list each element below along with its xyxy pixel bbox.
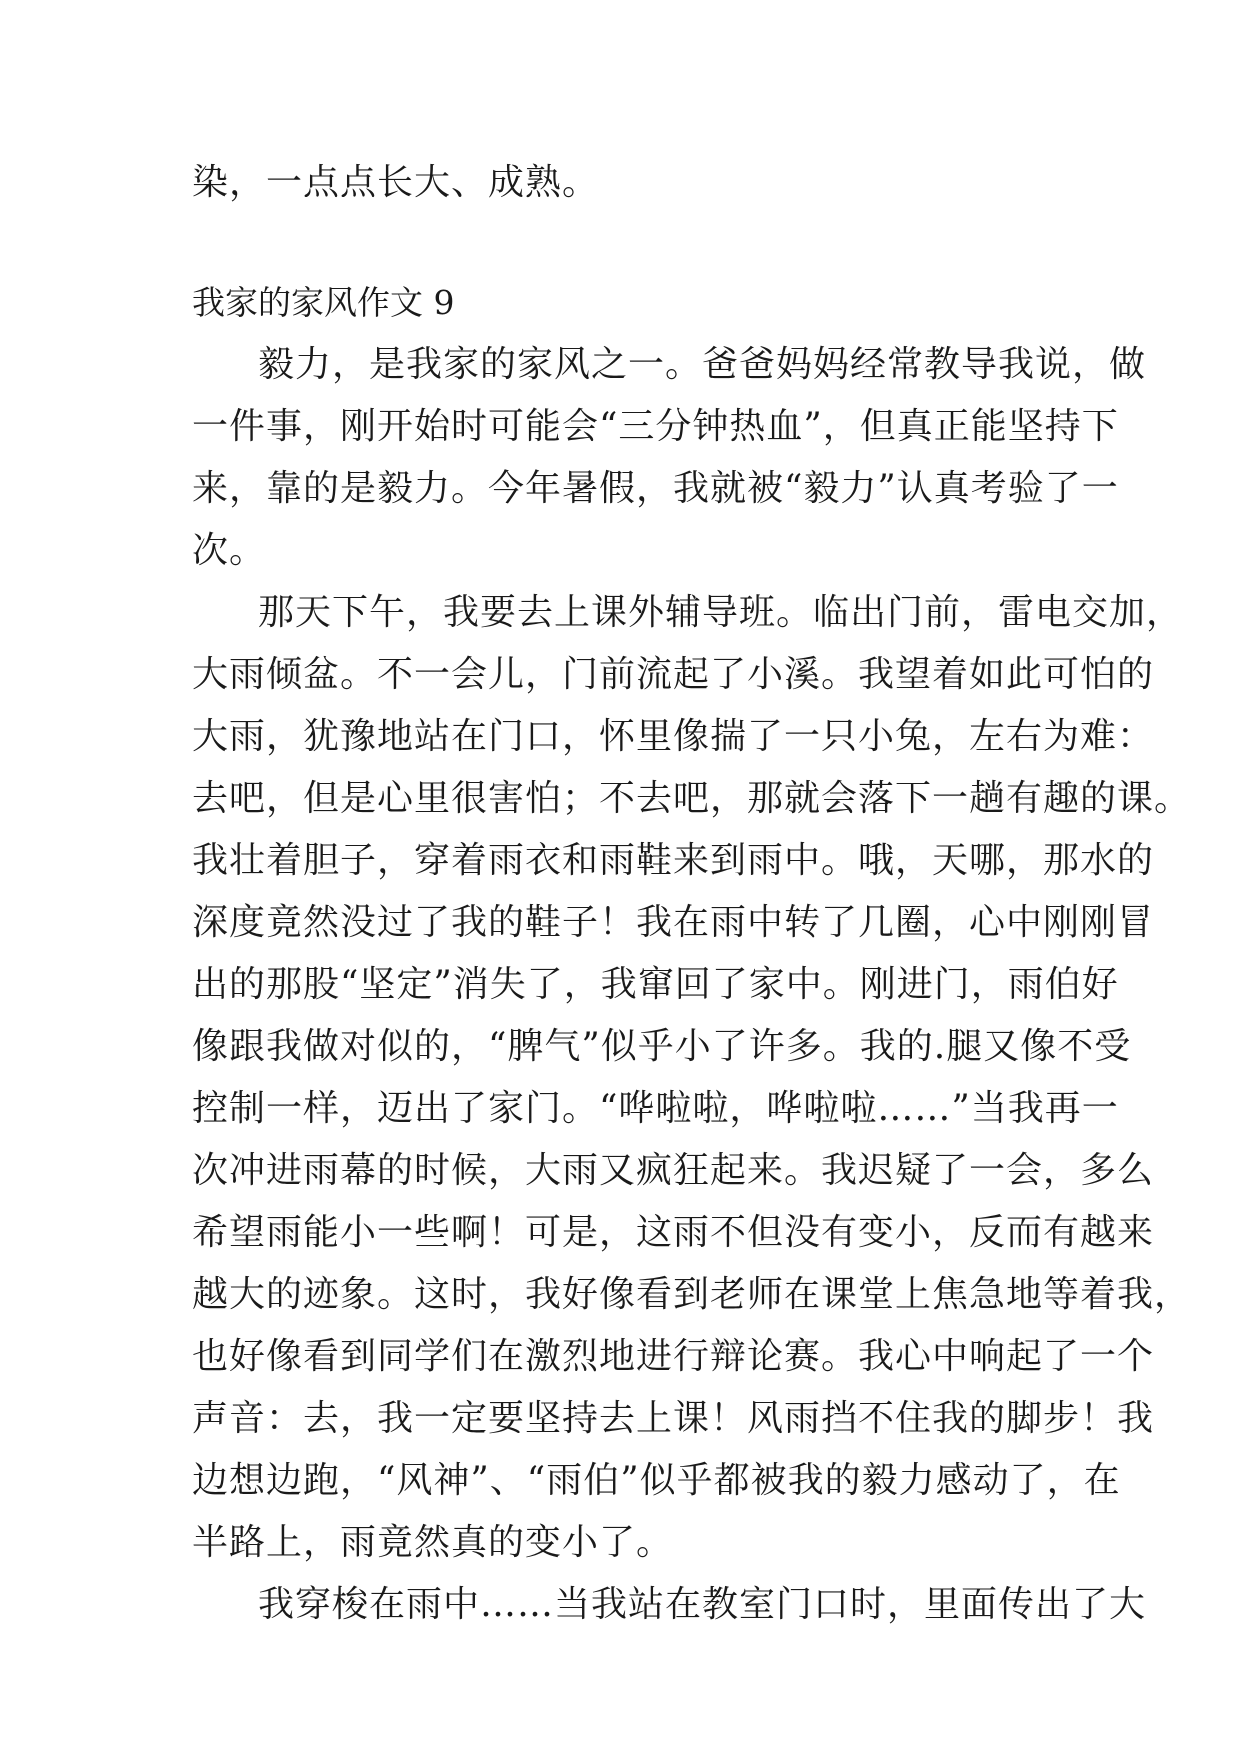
- text-line: 半路上，雨竟然真的变小了。: [192, 1522, 674, 1563]
- text-line: 边想边跑，“风神”、“雨伯”似乎都被我的毅力感动了，在: [192, 1460, 1121, 1501]
- text-line: 我壮着胆子，穿着雨衣和雨鞋来到雨中。哦，天哪，那水的: [192, 840, 1155, 881]
- text-line: 深度竟然没过了我的鞋子！我在雨中转了几圈，心中刚刚冒: [192, 902, 1155, 943]
- paragraph-2: [192, 582, 1192, 1574]
- essay-heading: 我家的家风作文 9: [192, 283, 455, 322]
- text-line: 越大的迹象。这时，我好像看到老师在课堂上焦急地等着我，: [192, 1274, 1192, 1315]
- text-line: 声音：去，我一定要坚持去上课！风雨挡不住我的脚步！我: [192, 1398, 1155, 1439]
- text-line: 希望雨能小一些啊！可是，这雨不但没有变小，反而有越来: [192, 1212, 1155, 1253]
- text-line: 像跟我做对似的，“脾气”似乎小了许多。我的.腿又像不受: [192, 1026, 1132, 1067]
- text-line: 出的那股“坚定”消失了，我窜回了家中。刚进门，雨伯好: [192, 964, 1119, 1005]
- text-line: 次。: [192, 530, 267, 571]
- text-line: 去吧，但是心里很害怕；不去吧，那就会落下一趟有趣的课。: [192, 778, 1192, 819]
- text-line: 来，靠的是毅力。今年暑假，我就被“毅力”认真考验了一: [192, 468, 1119, 509]
- text-line: 次冲进雨幕的时候，大雨又疯狂起来。我迟疑了一会，多么: [192, 1150, 1155, 1191]
- text-line: 也好像看到同学们在激烈地进行辩论赛。我心中响起了一个: [192, 1336, 1155, 1377]
- text-line: 一件事，刚开始时可能会“三分钟热血”，但真正能坚持下: [192, 406, 1119, 447]
- text-line: 控制一样，迈出了家门。“哗啦啦，哗啦啦……”当我再一: [192, 1088, 1119, 1129]
- paragraph-1: [192, 334, 1147, 582]
- document-page: [192, 152, 1192, 1636]
- paragraph-3: [192, 1574, 1147, 1636]
- text-line: 我穿梭在雨中……当我站在教室门口时，里面传出了大: [258, 1584, 1147, 1625]
- text-line: 大雨倾盆。不一会儿，门前流起了小溪。我望着如此可怕的: [192, 654, 1155, 695]
- text-line: 毅力，是我家的家风之一。爸爸妈妈经常教导我说，做: [258, 344, 1147, 385]
- text-line: 那天下午，我要去上课外辅导班。临出门前，雷电交加，: [258, 592, 1184, 633]
- continuation-line: 染，一点点长大、成熟。: [192, 162, 600, 203]
- text-line: 大雨，犹豫地站在门口，怀里像揣了一只小兔，左右为难：: [192, 716, 1155, 757]
